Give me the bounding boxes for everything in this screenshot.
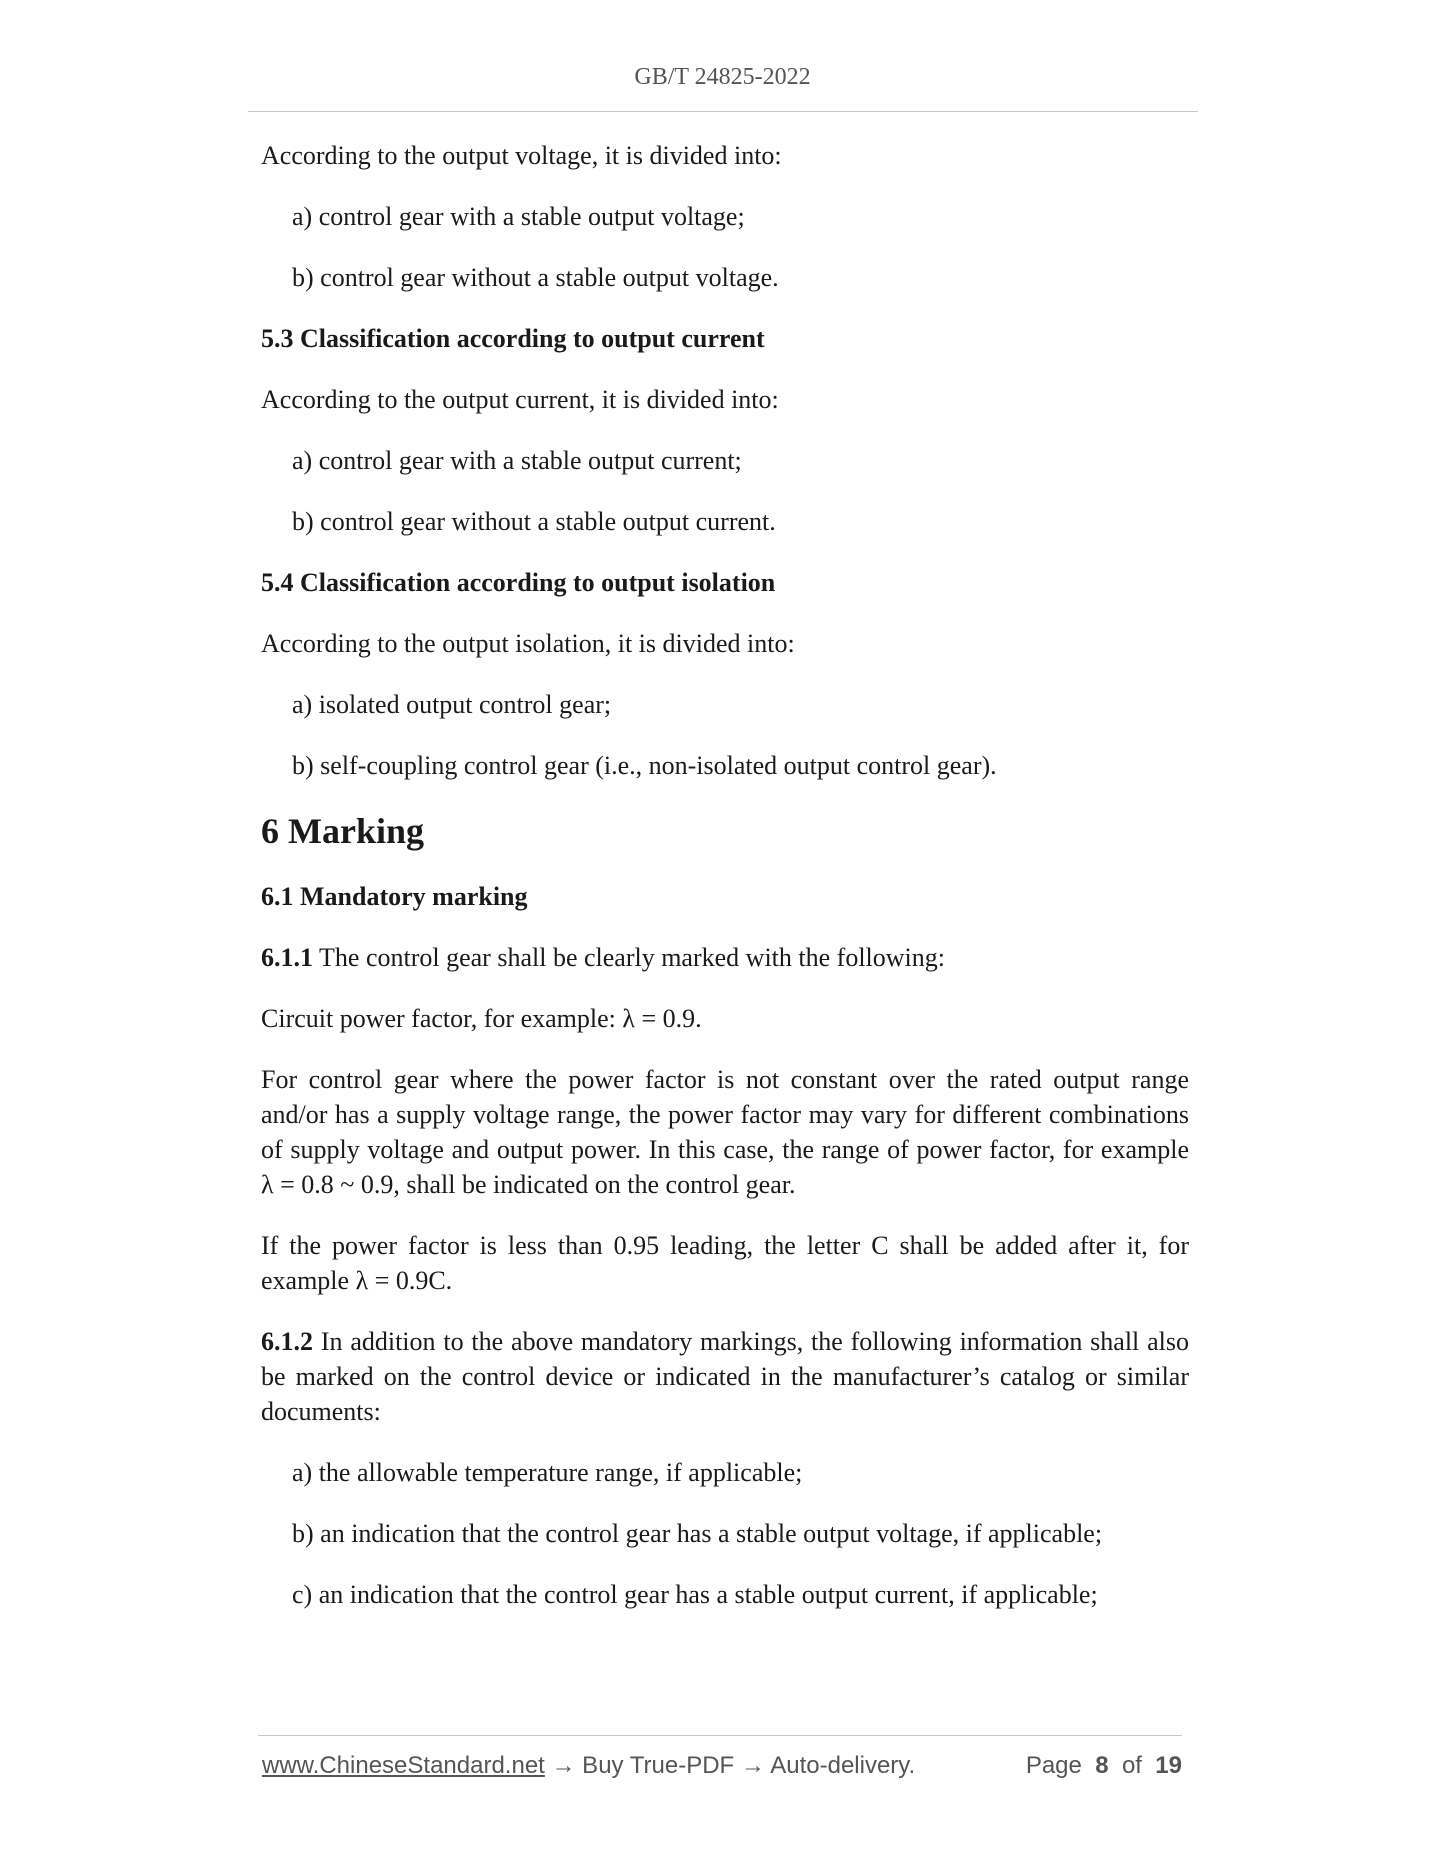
voltage-item-a: a) control gear with a stable output voltage;	[292, 202, 745, 231]
footer-promo-text: → Buy True-PDF → Auto-delivery.	[544, 1752, 916, 1779]
heading-5-4: 5.4 Classification according to output isolation	[261, 568, 776, 597]
heading-5-3: 5.3 Classification according to output current	[261, 324, 765, 353]
current-intro: According to the output current, it is divided into:	[261, 385, 779, 414]
clause-6-1-1-number: 6.1.1	[261, 943, 313, 972]
page-indicator	[1026, 1752, 1182, 1780]
clause-6-1-1	[261, 940, 1189, 975]
clause-6-1-1-text: The control gear shall be clearly marked with the following:	[313, 943, 945, 972]
page-label: Page	[1025, 1752, 1082, 1779]
voltage-intro: According to the output voltage, it is divided into:	[261, 141, 782, 170]
header-divider	[248, 111, 1198, 112]
heading-6-1: 6.1 Mandatory marking	[261, 882, 528, 911]
info-item-b: b) an indication that the control gear has a stable output voltage, if applicable;	[292, 1519, 1103, 1548]
isolation-intro: According to the output isolation, it is divided into:	[261, 629, 795, 658]
clause-6-1-2-number: 6.1.2	[261, 1327, 313, 1356]
power-factor-range-paragraph: For control gear where the power factor is not constant over the rated output range and/or has a supply voltage range, the power factor may vary for different combinations of supply voltage and output power. In this case, the range of power factor, for example λ = 0.8 ~ 0.9, shall be indicated on the control gear.	[261, 1065, 1189, 1199]
page-total: 19	[1155, 1752, 1182, 1779]
power-factor-example: Circuit power factor, for example: λ = 0.9.	[261, 1004, 702, 1033]
current-item-b: b) control gear without a stable output current.	[292, 507, 776, 536]
info-item-a: a) the allowable temperature range, if applicable;	[292, 1458, 803, 1487]
page-current: 8	[1095, 1752, 1109, 1779]
isolation-item-a: a) isolated output control gear;	[292, 690, 612, 719]
voltage-item-b: b) control gear without a stable output voltage.	[292, 263, 779, 292]
info-item-c: c) an indication that the control gear has a stable output current, if applicable;	[292, 1580, 1098, 1609]
document-header: GB/T 24825-2022	[634, 64, 811, 90]
current-item-a: a) control gear with a stable output current;	[292, 446, 742, 475]
footer-promo	[262, 1752, 915, 1780]
heading-6: 6 Marking	[261, 811, 425, 851]
leading-power-factor-paragraph: If the power factor is less than 0.95 leading, the letter C shall be added after it, for example λ = 0.9C.	[261, 1231, 1189, 1295]
clause-6-1-2	[261, 1324, 1189, 1429]
website-link[interactable]: www.ChineseStandard.net	[262, 1752, 545, 1779]
footer-divider	[258, 1735, 1182, 1736]
document-footer	[262, 1752, 1182, 1780]
page-of-label: of	[1121, 1752, 1142, 1779]
isolation-item-b: b) self-coupling control gear (i.e., non-isolated output control gear).	[292, 751, 997, 780]
clause-6-1-2-text: In addition to the above mandatory markings, the following information shall also be marked on the control device or indicated in the manufacturer’s catalog or similar documents:	[261, 1327, 1189, 1426]
document-body	[261, 138, 1189, 1638]
